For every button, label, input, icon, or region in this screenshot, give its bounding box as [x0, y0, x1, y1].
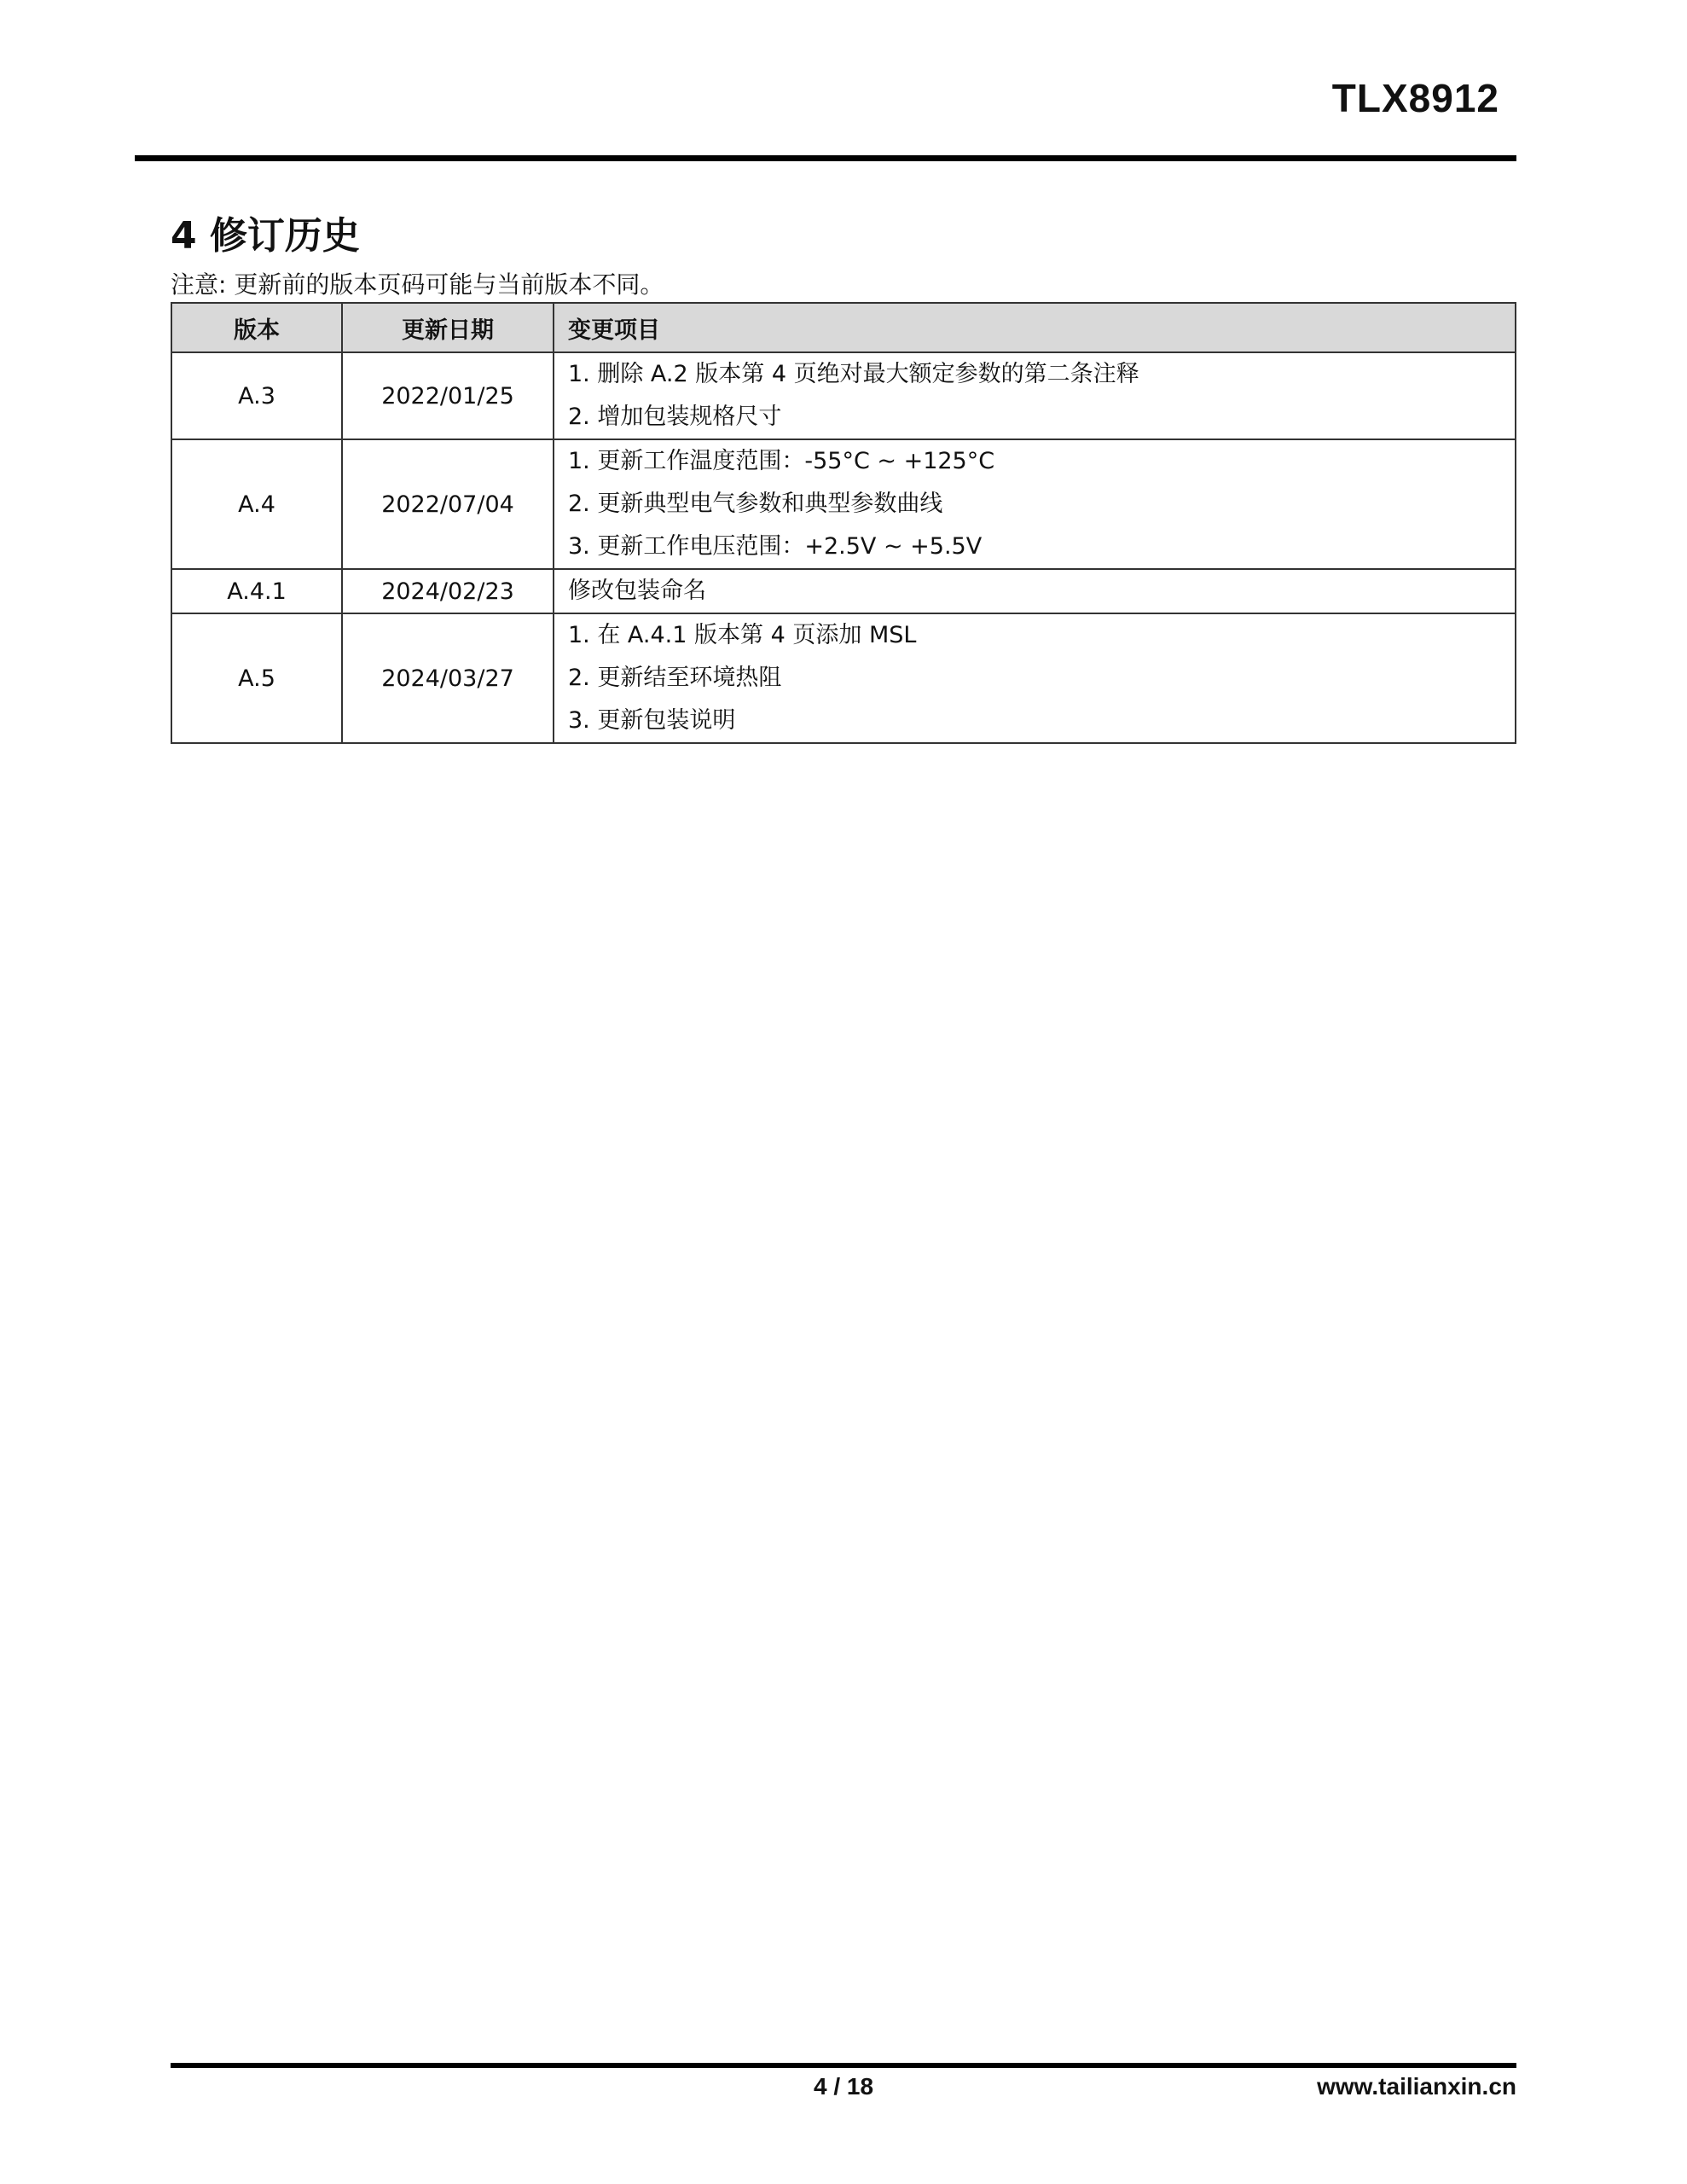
section-title: 4 修订历史 [171, 214, 360, 258]
page-number: 4 / 18 [813, 2073, 874, 2100]
version-cell: A.5 [171, 613, 342, 743]
document-code: TLX8912 [1331, 76, 1499, 120]
footer-rule [171, 2063, 1516, 2068]
changes-cell [554, 569, 1516, 613]
website-link[interactable]: www.tailianxin.cn [1317, 2073, 1516, 2100]
change-item: 2. 更新典型电气参数和典型参数曲线 [568, 491, 943, 517]
revision-note: 注意: 更新前的版本页码可能与当前版本不同。 [171, 270, 664, 299]
date-cell: 2022/01/25 [342, 352, 554, 439]
table-row [171, 613, 1516, 743]
column-header-date: 更新日期 [342, 303, 554, 352]
table-header-row [171, 303, 1516, 352]
table-row [171, 569, 1516, 613]
version-cell: A.4 [171, 439, 342, 569]
change-item: 3. 更新工作电压范围：+2.5V ~ +5.5V [568, 533, 983, 560]
change-item: 1. 删除 A.2 版本第 4 页绝对最大额定参数的第二条注释 [568, 361, 1139, 387]
change-item: 1. 在 A.4.1 版本第 4 页添加 MSL [568, 622, 917, 648]
column-header-version: 版本 [171, 303, 342, 352]
date-cell: 2024/02/23 [342, 569, 554, 613]
table-row [171, 352, 1516, 439]
header-rule [135, 155, 1516, 161]
date-cell: 2022/07/04 [342, 439, 554, 569]
version-cell: A.4.1 [171, 569, 342, 613]
column-header-changes: 变更项目 [554, 303, 1516, 352]
revision-history-table [171, 302, 1516, 744]
change-item: 修改包装命名 [568, 578, 706, 604]
changes-cell [554, 439, 1516, 569]
change-item: 3. 更新包装说明 [568, 707, 736, 734]
changes-cell [554, 613, 1516, 743]
changes-cell [554, 352, 1516, 439]
date-cell: 2024/03/27 [342, 613, 554, 743]
table-row [171, 439, 1516, 569]
change-item: 2. 更新结至环境热阻 [568, 665, 782, 691]
version-cell: A.3 [171, 352, 342, 439]
change-item: 1. 更新工作温度范围：-55°C ~ +125°C [568, 448, 995, 474]
change-item: 2. 增加包装规格尺寸 [568, 404, 782, 430]
